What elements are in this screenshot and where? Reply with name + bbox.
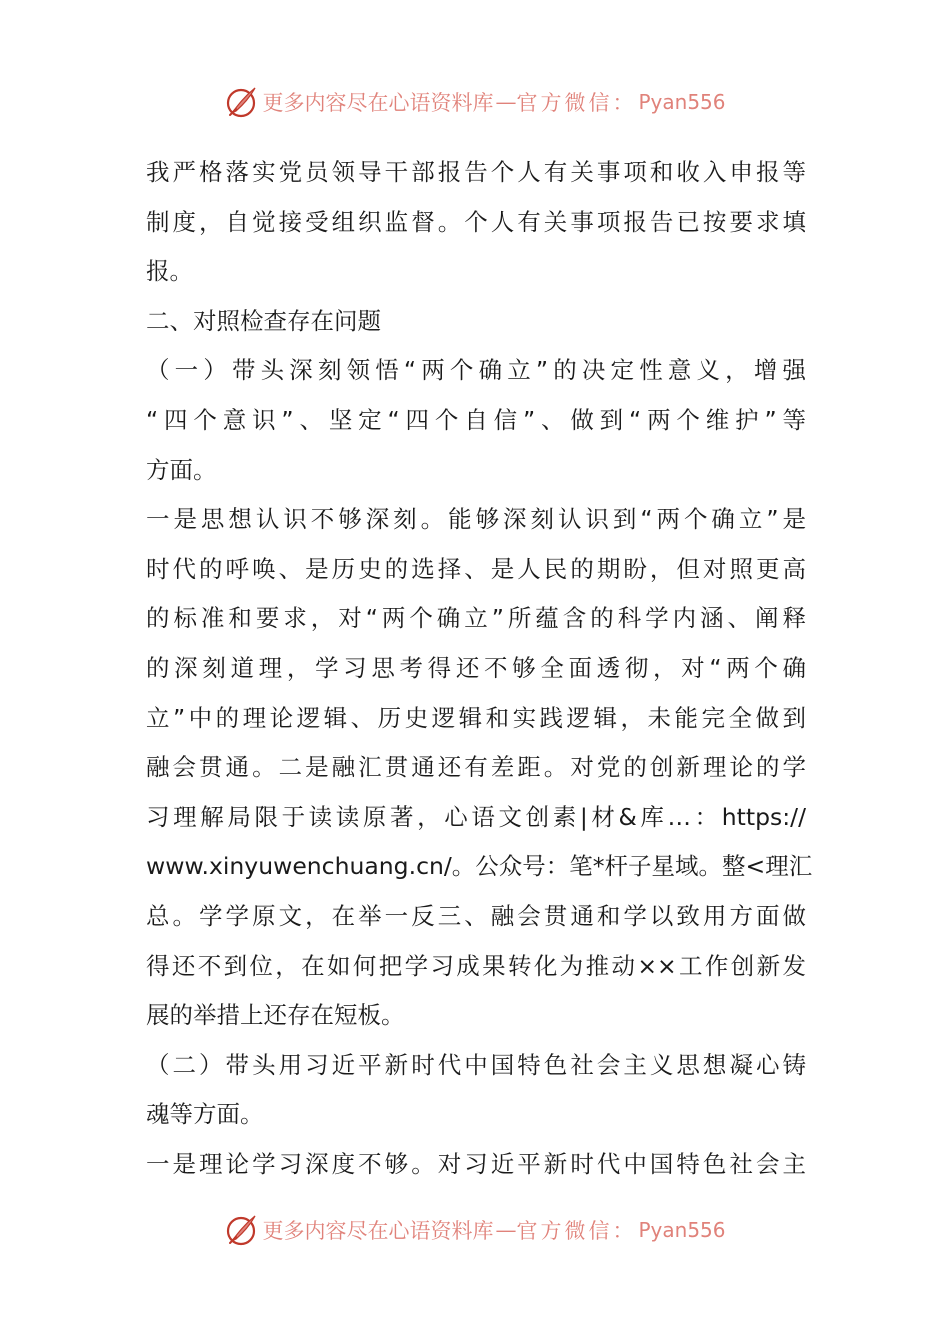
body-line: 一是理论学习深度不够。对习近平新时代中国特色社会主: [146, 1149, 806, 1178]
body-line: 习理解局限于读读原著，心语文创素|材&库…：https://: [146, 802, 806, 831]
body-line: 我严格落实党员领导干部报告个人有关事项和收入申报等: [146, 158, 806, 186]
body-line: 展的举措上还存在短板。: [146, 1001, 405, 1030]
banner-dash: —: [495, 1218, 515, 1242]
header-banner: [0, 82, 950, 122]
banner-wechat-id: Pyan556: [638, 90, 726, 114]
subsection-heading-line: 方面。: [146, 455, 217, 484]
body-line: 的深刻道理，学习思考得还不够全面透彻，对“两个确: [146, 653, 806, 682]
body-line: 时代的呼唤、是历史的选择、是人民的期盼，但对照更高: [146, 554, 806, 583]
document-body: [146, 148, 813, 1189]
body-line: 得还不到位，在如何把学习成果转化为推动××工作创新发: [146, 951, 806, 980]
quill-pen-logo-icon: [224, 1213, 258, 1247]
body-line: 立”中的理论逻辑、历史逻辑和实践逻辑，未能完全做到: [146, 703, 806, 732]
subsection-heading-line: （一）带头深刻领悟“两个确立”的决定性意义，增强: [146, 356, 806, 385]
subsection-heading-line: “四个意识”、坚定“四个自信”、做到“两个维护”等: [146, 405, 806, 434]
body-line: 制度，自觉接受组织监督。个人有关事项报告已按要求填: [146, 207, 806, 236]
body-line: 的标准和要求，对“两个确立”所蕴含的科学内涵、阐释: [146, 604, 806, 633]
banner-brand-text: 更多内容尽在心语资料库: [262, 91, 494, 115]
quill-pen-logo-icon: [224, 85, 258, 119]
banner-dash: —: [495, 90, 515, 114]
body-line: 总。学学原文，在举一反三、融会贯通和学以致用方面做: [146, 901, 806, 930]
banner-official-label: 官方微信：: [516, 1219, 637, 1243]
body-line: 报。: [146, 257, 193, 286]
body-line: 一是思想认识不够深刻。能够深刻认识到“两个确立”是: [146, 505, 806, 534]
banner-official-label: 官方微信：: [516, 91, 637, 115]
banner-wechat-id: Pyan556: [638, 1218, 726, 1242]
footer-banner: [0, 1210, 950, 1250]
subsection-heading-line: （二）带头用习近平新时代中国特色社会主义思想凝心铸: [146, 1050, 806, 1079]
body-line: www.xinyuwenchuang.cn/。公众号：笔*杆子星域。整<理汇: [146, 852, 813, 881]
subsection-heading-line: 魂等方面。: [146, 1100, 264, 1129]
banner-brand-text: 更多内容尽在心语资料库: [262, 1219, 494, 1243]
section-heading: 二、对照检查存在问题: [146, 306, 381, 335]
body-line: 融会贯通。二是融汇贯通还有差距。对党的创新理论的学: [146, 753, 806, 782]
